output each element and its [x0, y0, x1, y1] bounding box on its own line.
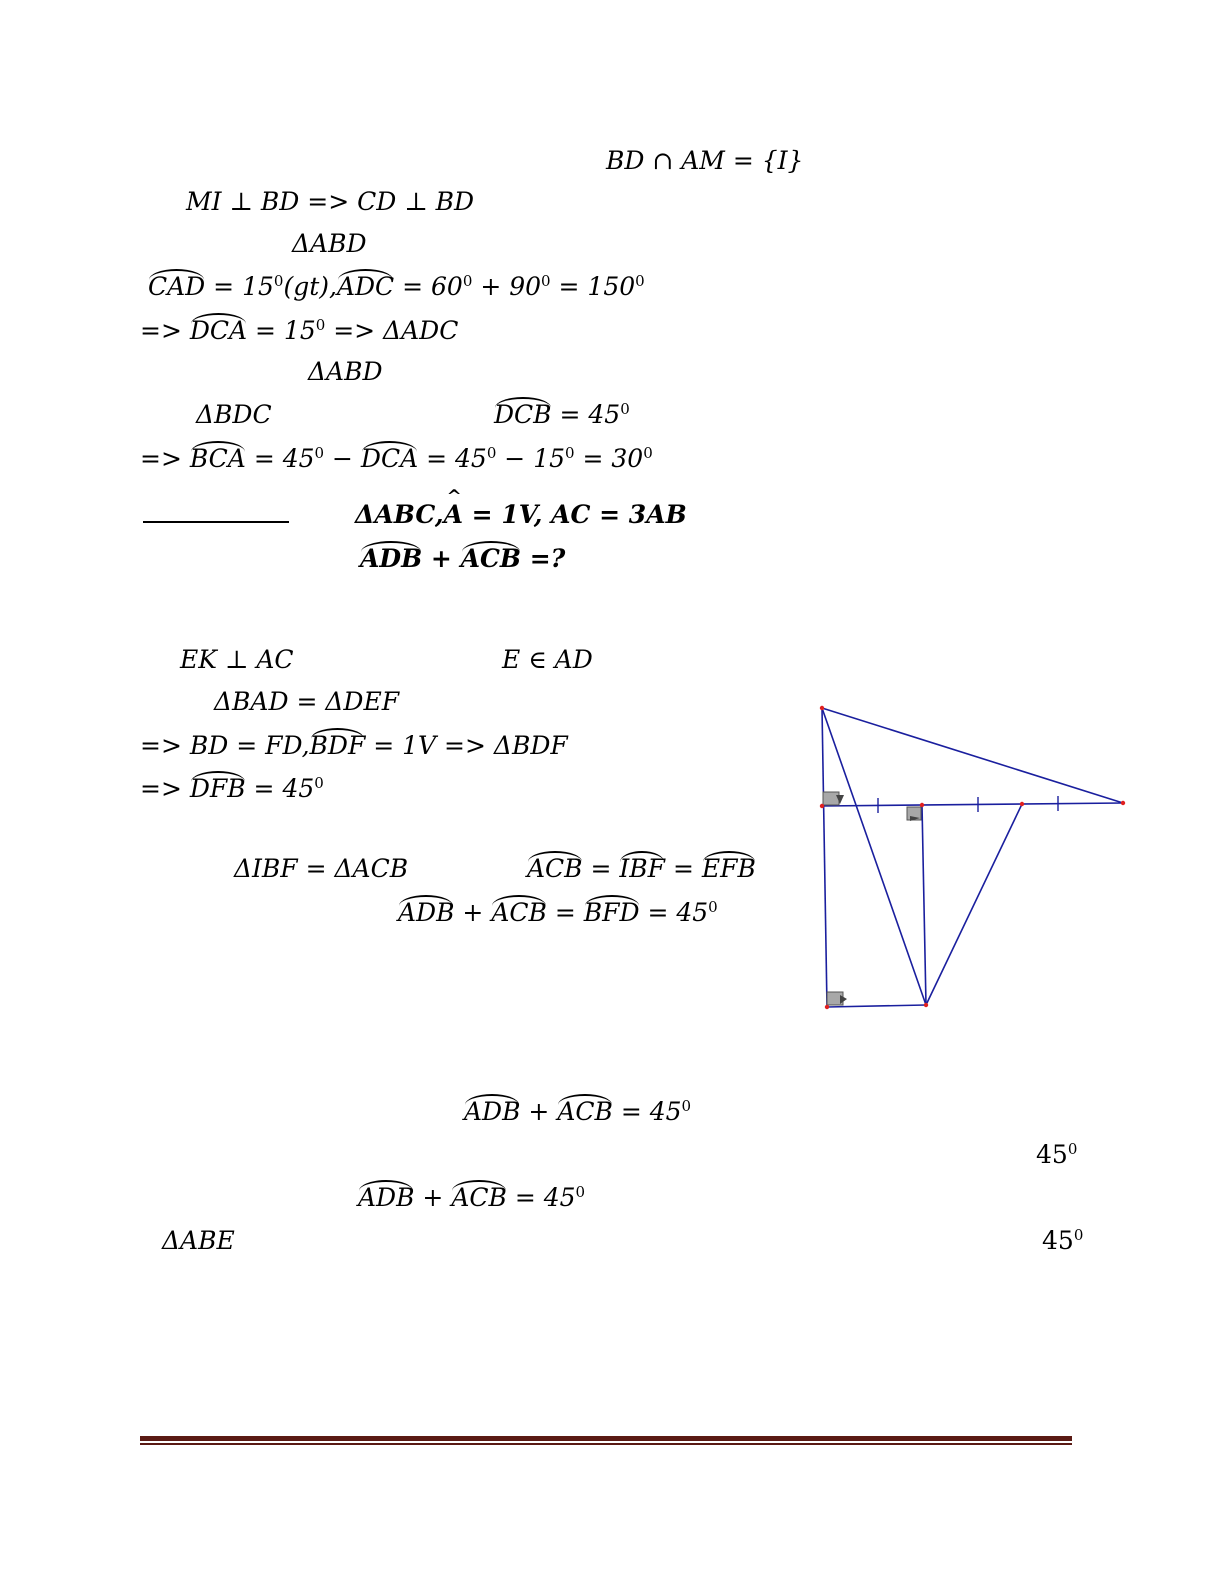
eq-part: = 15	[205, 272, 274, 301]
eq-part: =	[546, 898, 584, 927]
footer-rule-thin	[140, 1443, 1072, 1445]
angle-acb: ACB	[491, 898, 547, 927]
problem-question	[360, 546, 565, 571]
degree-mark: 0	[635, 272, 645, 290]
angle-dca: DCA	[360, 444, 419, 473]
eq-part: = 15	[247, 316, 316, 345]
angle-dca: DCA	[189, 316, 248, 345]
angle-dcb: DCB	[494, 400, 552, 429]
eq-part: = 45	[418, 444, 487, 473]
eq-part: = 45	[245, 444, 315, 473]
intersection-statement: BD ∩ AM = {I}	[606, 146, 804, 175]
eq-part: +	[520, 1097, 558, 1126]
angle-bca: BCA	[189, 444, 246, 473]
degree-mark: 0	[541, 272, 551, 290]
congruent-ibf-acb: ΔIBF = ΔACB	[234, 854, 409, 883]
triangle-abd-label-1: ΔABD	[292, 229, 367, 258]
angle-acb: ACB	[527, 854, 583, 883]
degree-mark: 0	[486, 444, 497, 462]
eq-part: = 150	[550, 272, 636, 301]
eq-part: +	[422, 544, 461, 573]
degree-mark: 0	[1073, 1226, 1084, 1244]
triangle-bdc-label: ΔBDC	[196, 400, 272, 429]
degree-mark: 0	[681, 1097, 692, 1115]
eq-part: =	[582, 854, 620, 883]
point	[825, 1005, 829, 1009]
eq-part: (gt),	[283, 272, 337, 301]
eq-part: = 45	[612, 1097, 682, 1126]
implies: =>	[140, 316, 190, 345]
degree-mark: 0	[273, 272, 284, 290]
right-angle-marker	[823, 792, 839, 805]
eq-part: = 45	[551, 400, 621, 429]
value-45-right-2	[1042, 1228, 1083, 1253]
angle-adb: ADB	[398, 898, 455, 927]
degree-mark: 0	[565, 444, 575, 462]
point	[924, 1003, 928, 1007]
angle-efb: EFB	[701, 854, 756, 883]
segment-mid-vertical	[922, 805, 926, 1005]
eq-part: − 15	[496, 444, 566, 473]
congruent-bad-def: ΔBAD = ΔDEF	[214, 687, 400, 716]
footer-rule-thick	[140, 1436, 1072, 1441]
degree-mark: 0	[315, 316, 326, 334]
angle-equality-chain	[527, 856, 756, 881]
eq-part: = 45	[506, 1183, 576, 1212]
angle-adb: ADB	[358, 1183, 415, 1212]
perpendicular-statement: MI ⊥ BD => CD ⊥ BD	[186, 187, 475, 216]
eq-part: +	[454, 898, 492, 927]
degree-mark: 0	[462, 272, 473, 290]
angle-dca-equation	[140, 318, 458, 343]
implies: =>	[140, 444, 190, 473]
eq-part: =	[665, 854, 702, 883]
angle-acb: ACB	[460, 544, 522, 573]
eq-part: −	[324, 444, 361, 473]
bd-fd-statement	[140, 733, 568, 758]
eq-part: 45	[1036, 1140, 1068, 1169]
eq-part: = 60	[394, 272, 463, 301]
point	[920, 803, 924, 807]
sum-result-bfd	[398, 900, 718, 925]
value-45-right-1	[1036, 1142, 1077, 1167]
eq-part: ΔABC,	[355, 500, 444, 529]
point	[820, 804, 824, 808]
point	[820, 706, 824, 710]
eq-part: => ΔADC	[325, 316, 459, 345]
eq-part: = 1V, AC = 3AB	[462, 500, 687, 529]
angle-bfd: BFD	[583, 898, 640, 927]
degree-mark: 0	[575, 1183, 586, 1201]
degree-mark: 0	[1067, 1140, 1078, 1158]
angle-adb: ADB	[360, 544, 423, 573]
angle-acb: ACB	[557, 1097, 613, 1126]
angle-bca-equation	[140, 446, 653, 471]
angle-dfb: DFB	[189, 774, 246, 803]
point	[1121, 801, 1125, 805]
eq-part: = 45	[245, 774, 315, 803]
implies: =>	[140, 774, 190, 803]
degree-mark: 0	[620, 400, 630, 418]
segment-horizontal	[822, 803, 1123, 806]
eq-part: = 45	[639, 898, 709, 927]
degree-mark: 0	[314, 774, 324, 792]
angle-bdf: BDF	[309, 731, 366, 760]
angle-adb: ADB	[464, 1097, 521, 1126]
eq-part: => BD = FD,	[140, 731, 310, 760]
eq-part: = 1V => ΔBDF	[365, 731, 568, 760]
problem-statement	[355, 502, 687, 527]
triangle-abe-label: ΔABE	[162, 1226, 235, 1255]
segment-right-diag	[926, 804, 1022, 1005]
eq-part: 45	[1042, 1226, 1074, 1255]
geometry-figure	[800, 690, 1140, 1020]
segment-top-hyp	[822, 708, 1123, 803]
angle-dcb-equation	[494, 402, 630, 427]
degree-mark: 0	[314, 444, 325, 462]
eq-part: =?	[521, 544, 566, 573]
segment-diagonal	[822, 708, 926, 1005]
angle-ibf: IBF	[619, 854, 665, 883]
ek-perp-ac: EK ⊥ AC	[180, 645, 294, 674]
angle-cad-adc-equation	[148, 274, 645, 299]
segment-left-vertical	[822, 708, 827, 1007]
eq-part: = 30	[574, 444, 644, 473]
point	[1020, 802, 1024, 806]
section-underline	[143, 521, 289, 523]
triangle-abd-label-2: ΔABD	[308, 357, 383, 386]
angle-dfb-equation	[140, 776, 324, 801]
angle-acb: ACB	[451, 1183, 507, 1212]
degree-mark: 0	[708, 898, 718, 916]
angle-a: ^ A	[444, 502, 463, 527]
angle-cad: CAD	[148, 272, 206, 301]
conclusion-equation-1	[464, 1099, 691, 1124]
e-in-ad: E ∈ AD	[502, 645, 593, 674]
conclusion-equation-2	[358, 1185, 585, 1210]
eq-part: + 90	[472, 272, 542, 301]
angle-adc: ADC	[336, 272, 395, 301]
degree-mark: 0	[643, 444, 653, 462]
eq-part: +	[414, 1183, 452, 1212]
